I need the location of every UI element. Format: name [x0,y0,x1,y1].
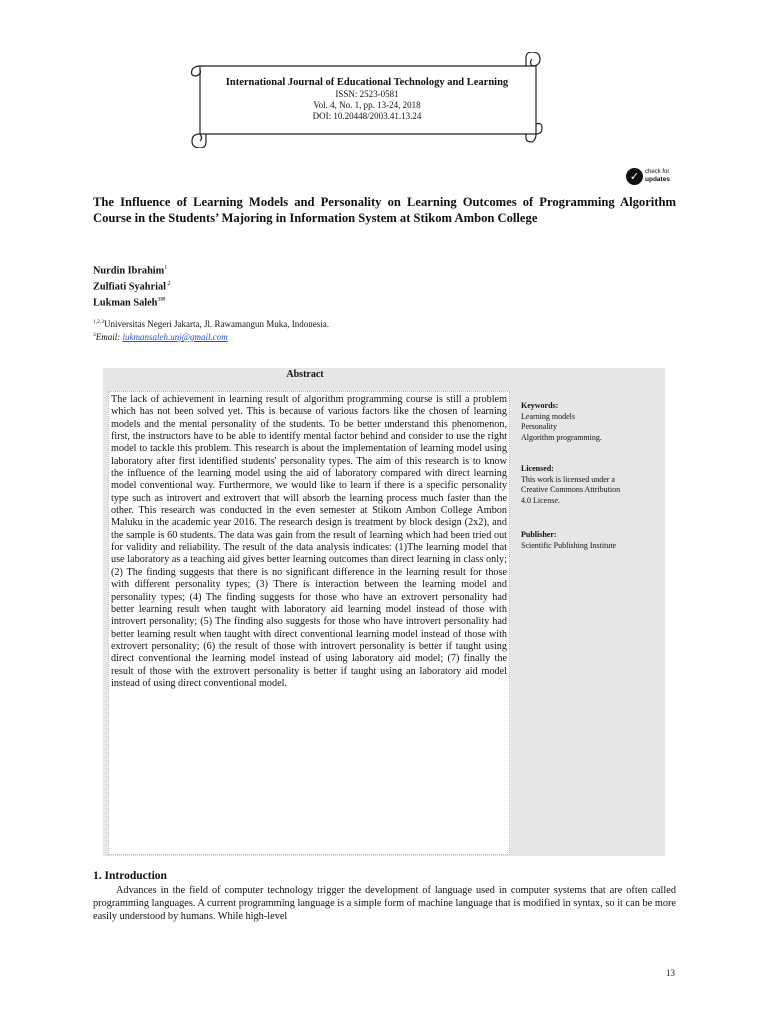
page-number: 13 [666,968,675,978]
paper-title: The Influence of Learning Models and Personality on Learning Outcomes of Programming Algorithm Course in the Students’ Majoring in Information System at Stikom Ambon College [93,195,676,225]
license-line: 4.0 License. [521,495,560,505]
affiliation-block [93,317,329,343]
email-line: $^3$Email: lukmansaleh.unj@gmail.com [93,332,228,342]
author: Nurdin Ibrahim$^1$ [93,265,168,277]
intro-paragraph: Advances in the field of computer technology trigger the development of language used in computer systems that are often called programming languages. A current programming language is a simple form of machine language that is modified in syntax, so it can be more easily understood by humans. While high-level [93,885,676,922]
check-for-updates-badge[interactable] [626,168,686,186]
check-icon: ✓ [626,168,643,185]
email-link[interactable]: lukmansaleh.unj@gmail.com [122,332,228,342]
journal-issn: ISSN: 2523-0581 [335,89,399,99]
affiliation: $^{1,2,3}$Universitas Negeri Jakarta, Jl. Rawamangun Muka, Indonesia. [93,319,329,329]
licensed-label: Licensed: [521,464,554,473]
keywords-block [521,401,661,443]
section-heading: 1. Introduction [93,870,167,882]
journal-name: International Journal of Educational Technology and Learning [225,77,509,88]
license-line: This work is licensed under a [521,474,615,484]
journal-volume: Vol. 4, No. 1, pp. 13-24, 2018 [313,100,421,110]
intro-body [93,885,676,924]
badge-line1: check for [645,169,670,175]
abstract-text-panel [108,391,510,855]
publisher-name: Scientific Publishing Institute [521,540,617,550]
keyword: Algorithm programming. [521,432,602,442]
journal-doi: DOI: 10.20448/2003.41.13.24 [312,111,422,121]
keyword: Personality [521,422,557,432]
keyword: Learning models [521,411,575,421]
journal-banner [186,52,546,148]
abstract-heading: Abstract [286,369,324,380]
keywords-label: Keywords: [521,401,559,410]
author: Lukman Saleh$^{3✉}$ [93,296,166,309]
abstract-text: The lack of achievement in learning result of algorithm programming course is still a problem which has not been solved yet. This is because of various factors like the chosen of learning models and the mental personality of the students. To be better understand this phenomenon, first, the instructors have to be able to identify mental factor behind and consider to use the right model to tackle this problem. This research is about the implementation of learning model using laboratory after first identified students' personality types. The aim of this research is to know the influence of the learning model using the aid of laboratory compared with direct learning model conventional way. Furthermore, we would like to learn if there is a specific personality type such as introvert and extrovert that will absorb the learning process much faster than the other. This research was conducted in the even semester at Stikom Ambon College Ambon Maluku in the academic year 2016. The research design is treatment by block design (2x2), and the sample is 60 students. The data was gain from the result of learning which had been tried out for validity and reliability. The result of the data analysis indicates: (1)The learning model that use laboratory as a teaching aid gives better learning outcomes than direct learning in class only; (2) The finding suggests that there is no significant difference in the learning result for those with different personality types; (3) There is interaction between the learning model and personality types; (4) The finding suggests for those who have an extrovert personality had better learning result when taught with laboratory aid learning model instead of those with introvert personality; (5) The finding also suggests for those who have introvert personality had better learning result when taught with direct conventional learning model instead of those with extrovert personality; (6) the result of those with introvert personality is better if taught using direct conventional the learning model instead of using laboratory aid model; (7) finally the result of those with the extrovert personality is better if taught using an laboratory aid model instead of using direct conventional model. [111,394,507,689]
author-list [93,262,170,310]
author: Zulfiati Syahrial $^2$ [93,280,171,293]
license-block [521,464,661,506]
badge-line2: updates [645,176,670,183]
publisher-block [521,530,661,551]
license-line: Creative Commons Attribution [521,485,621,495]
publisher-label: Publisher: [521,530,557,539]
